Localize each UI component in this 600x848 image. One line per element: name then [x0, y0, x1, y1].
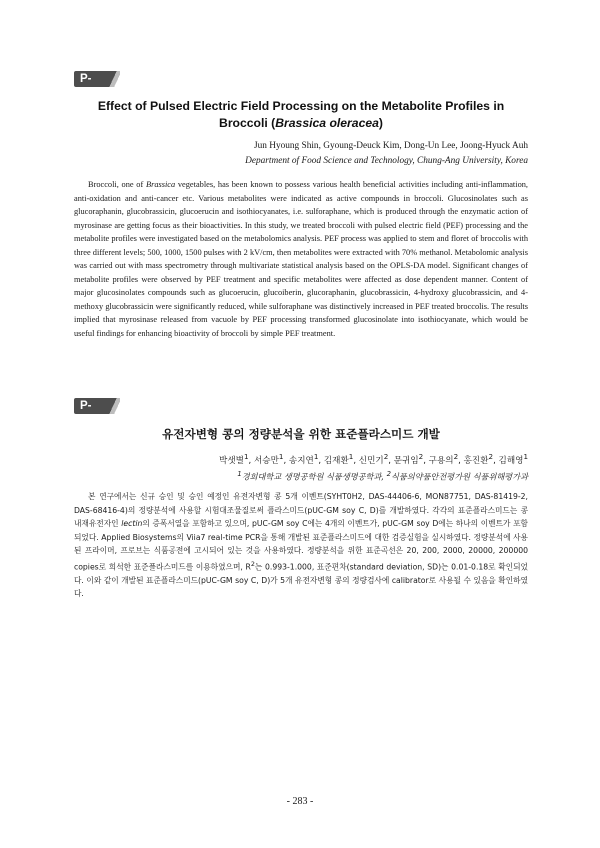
- author: 홍진환$^2$,: [463, 452, 499, 466]
- body-gene: lectin: [121, 519, 143, 529]
- author-list: [219, 451, 528, 467]
- abstract-title: 유전자변형 콩의 정량분석을 위한 표준플라스미드 개발: [162, 427, 440, 441]
- title-prefix: Broccoli (: [219, 116, 276, 130]
- body-part: 는 0.993-1.000, 표준편차(standard deviation, SD)는 0.01-0.18로 확인되었다. 이와 같이 개발된 표준플라스미드(pUC-GM soy C, D)가 5개 유전자변형 콩의 정량검사에 calibrator로 사용될 수 있음을 확인하였다.: [74, 562, 528, 599]
- badge-slash-decoration: [108, 71, 120, 87]
- title-line-1: Effect of Pulsed Electric Field Processing on the Metabolite Profiles in: [97, 99, 505, 113]
- badge-label: P-94: [74, 398, 108, 414]
- affil-sup: 1: [237, 470, 242, 478]
- title-line-2: [74, 115, 528, 132]
- badge-slash-decoration: [108, 398, 120, 414]
- affil-sup: 2: [386, 470, 391, 478]
- body-part: 본 연구에서는 신규 승인 및 승인 예정인 유전자변형 콩 5개 이벤트(SYHT0H2, DAS-44406-6, MON87751, DAS-81419-2, DAS-68416-4)의 정량분석에 사용할 시험대조물질로써 플라스미드(pUC-GM soy C, D)를 개발하였다. 각각의 표준플라스미드는 콩 내재유전자인: [74, 492, 528, 529]
- author-list: Jun Hyoung Shin, Gyoung-Deuck Kim, Dong-Un Lee, Joong-Hyuck Auh: [254, 141, 528, 151]
- affil-2: 식품의약품안전평가원 식품위해평가과: [390, 471, 528, 482]
- abstract-title: [74, 98, 528, 132]
- body-genus: Brassica: [145, 180, 176, 189]
- author: 송지연$^1$,: [288, 452, 324, 466]
- abstract-badge: [74, 71, 120, 101]
- abstract-body: [74, 490, 528, 601]
- author: 문귀임$^2$,: [393, 452, 429, 466]
- author: 김재환$^1$,: [323, 452, 359, 466]
- author: 김해영$^1$: [498, 452, 528, 466]
- abstract-badge: [74, 398, 120, 428]
- abstract-body: [74, 178, 528, 341]
- page-number: - 283 -: [286, 796, 314, 807]
- affiliation: Department of Food Science and Technology, Chung-Ang University, Korea: [245, 156, 528, 166]
- author: 박샛별$^1$,: [219, 452, 254, 466]
- body-part: Broccoli, one of: [88, 180, 146, 189]
- title-species: Brassica oleracea: [275, 116, 379, 130]
- author: 구용의$^2$,: [428, 452, 464, 466]
- body-part: 의 증폭서열을 포함하고 있으며, pUC-GM soy C에는 4개의 이벤트가, pUC-GM soy D에는 하나의 이벤트가 포함되었다. Applied Biosystems의 Viia7 real-time PCR을 통해 개발된 표준플라스미드에 대한 검증실험을 실시하였다. 정량분석에 사용된 프라이머, 프로브는 식품공전에 고시되어 있는 것을 사용하였다. 정량분석을 위한 표준곡선은 20, 200, 2000, 20000, 200000 copies로 희석한 표준플라스미드를 이용하였으며, R: [74, 519, 528, 572]
- affil-1: 경희대학교 생명공학원 식품생명공학과,: [241, 471, 384, 482]
- body-part: vegetables, has been known to possess various health beneficial activities including anti-inflammation, anti-oxidation and anti-cancer etc. Various metabolites were indicated as active compounds in broccoli. Glucosinolates such as glucoraphanin, glucobrassicin, glucoerucin and isothiocyanates, i.e. sulforaphane, which is produced through the enzymatic action of myrosinase are getting focus as their bioactivities. In this study, we treated broccoli with pulsed electric field (PEF) processing and the metabolite profiles were investigated based on the metabolomics analysis. PEF process was applied to stem and floret of broccolis with three different levels; 500, 1000, 1500 pulses with 2 kV/cm, then metabolites were extracted with 70% methanol. Metabolomic analysis was carried out with mass spectrometry through multivariate statistical analysis based on the OPLS-DA model. Significant changes of metabolite profiles were observed by PEF treatment and specific metabolites were affected as dose dependent manner. Content of major glucosinolates compounds such as glucoerucin, glucoiberin, glucoraphanin, glucobrassicin, 4-hydroxy glucobrassicin, and 4-methoxy glucobrassicin were significantly reduced, while sulforaphane was distinctively increased in PEF treated broccolis. The results implied that myrosinase released from vacuole by PEF processing transformed glucosinolate into isothiocyanate, which would be useful findings for enhancing bioactivity of broccoli by simple PEF treatment.: [74, 180, 528, 339]
- author: 신민기$^2$,: [358, 452, 394, 466]
- title-suffix: ): [378, 116, 383, 130]
- affiliation: [237, 468, 528, 483]
- body-sup: 2: [250, 559, 255, 568]
- author: 서승만$^1$,: [253, 452, 289, 466]
- badge-label: P-93: [74, 71, 108, 87]
